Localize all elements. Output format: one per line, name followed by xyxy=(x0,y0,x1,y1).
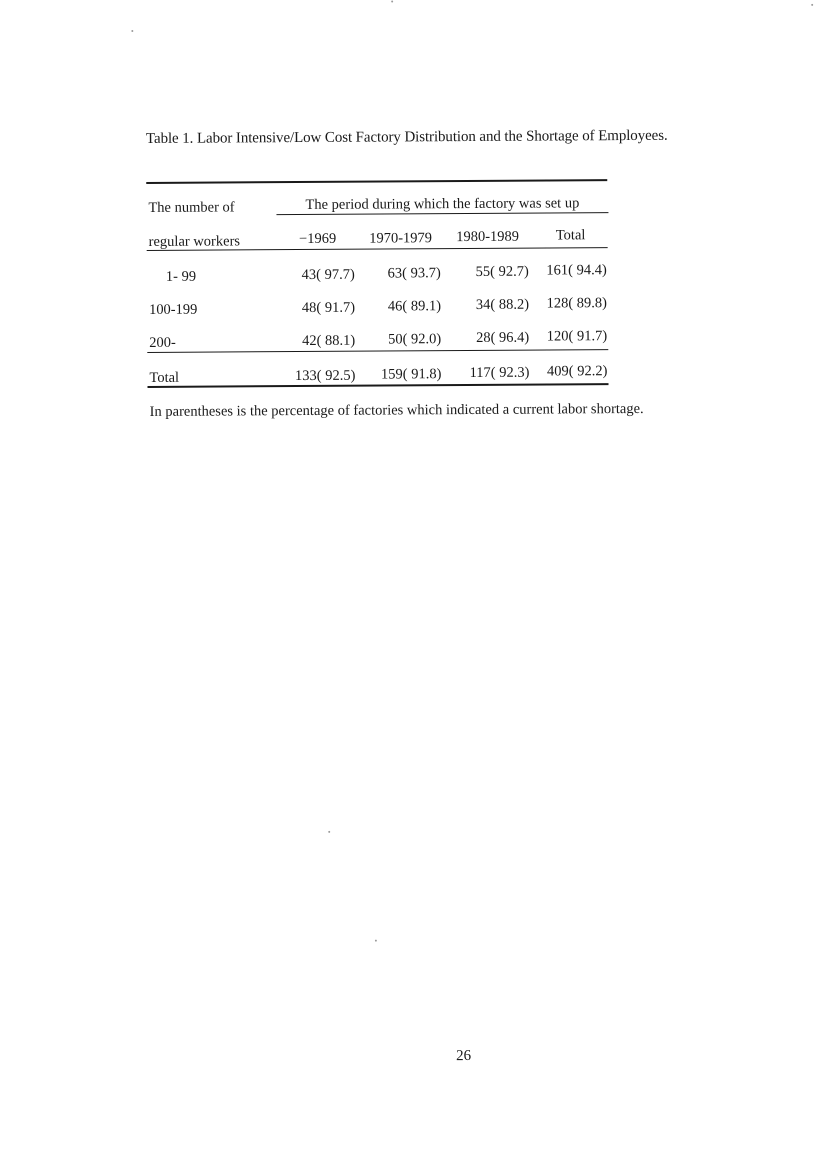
table-cell: 34( 88.2) xyxy=(475,296,530,313)
stub-header-line2: regular workers xyxy=(148,233,241,250)
table-cell: 50( 92.0) xyxy=(388,331,442,348)
table-cell: 48( 91.7) xyxy=(301,299,356,317)
column-header-total: Total xyxy=(555,227,586,244)
table-caption: Table 1. Labor Intensive/Low Cost Factory Distribution and the Shortage of Employees. xyxy=(145,127,668,147)
stub-header-line1: The number of xyxy=(148,199,235,216)
table-cell: 55( 92.7) xyxy=(475,263,529,280)
scan-speck xyxy=(131,30,133,32)
body-bottom-rule xyxy=(147,349,608,353)
spanner-header: The period during which the factory was set up xyxy=(305,195,580,213)
table-footnote: In parentheses is the percentage of factories which indicated a current labor shortage. xyxy=(149,400,644,420)
table-cell: 28( 96.4) xyxy=(475,329,530,346)
table-cell: 161( 94.4) xyxy=(546,262,607,279)
row-label: 100-199 xyxy=(148,301,198,318)
page-number: 26 xyxy=(456,1047,472,1065)
row-label: 1- 99 xyxy=(165,268,197,285)
scan-speck xyxy=(811,4,813,6)
column-header-1980-1989: 1980-1989 xyxy=(456,228,520,246)
table-cell: 120( 91.7) xyxy=(546,328,608,345)
scan-speck xyxy=(391,0,393,2)
row-label: 200- xyxy=(149,334,176,351)
table-cell: 42( 88.1) xyxy=(302,332,356,350)
table-cell: 117( 92.3) xyxy=(469,364,530,381)
table-top-rule xyxy=(146,179,607,184)
table-bottom-rule xyxy=(148,383,609,388)
table-cell: 63( 93.7) xyxy=(387,265,441,282)
table-cell: 46( 89.1) xyxy=(387,298,442,315)
table-cell: 409( 92.2) xyxy=(546,363,608,380)
total-row-label: Total xyxy=(149,369,180,386)
scan-speck xyxy=(375,940,377,942)
column-header-1969: −1969 xyxy=(298,230,337,248)
table-cell: 128( 89.8) xyxy=(546,295,608,312)
column-header-1970-1979: 1970-1979 xyxy=(369,230,433,247)
table-cell: 133( 92.5) xyxy=(294,367,356,385)
table-cell: 43( 97.7) xyxy=(301,266,355,284)
scan-speck xyxy=(328,831,330,833)
table-cell: 159( 91.8) xyxy=(380,366,442,383)
